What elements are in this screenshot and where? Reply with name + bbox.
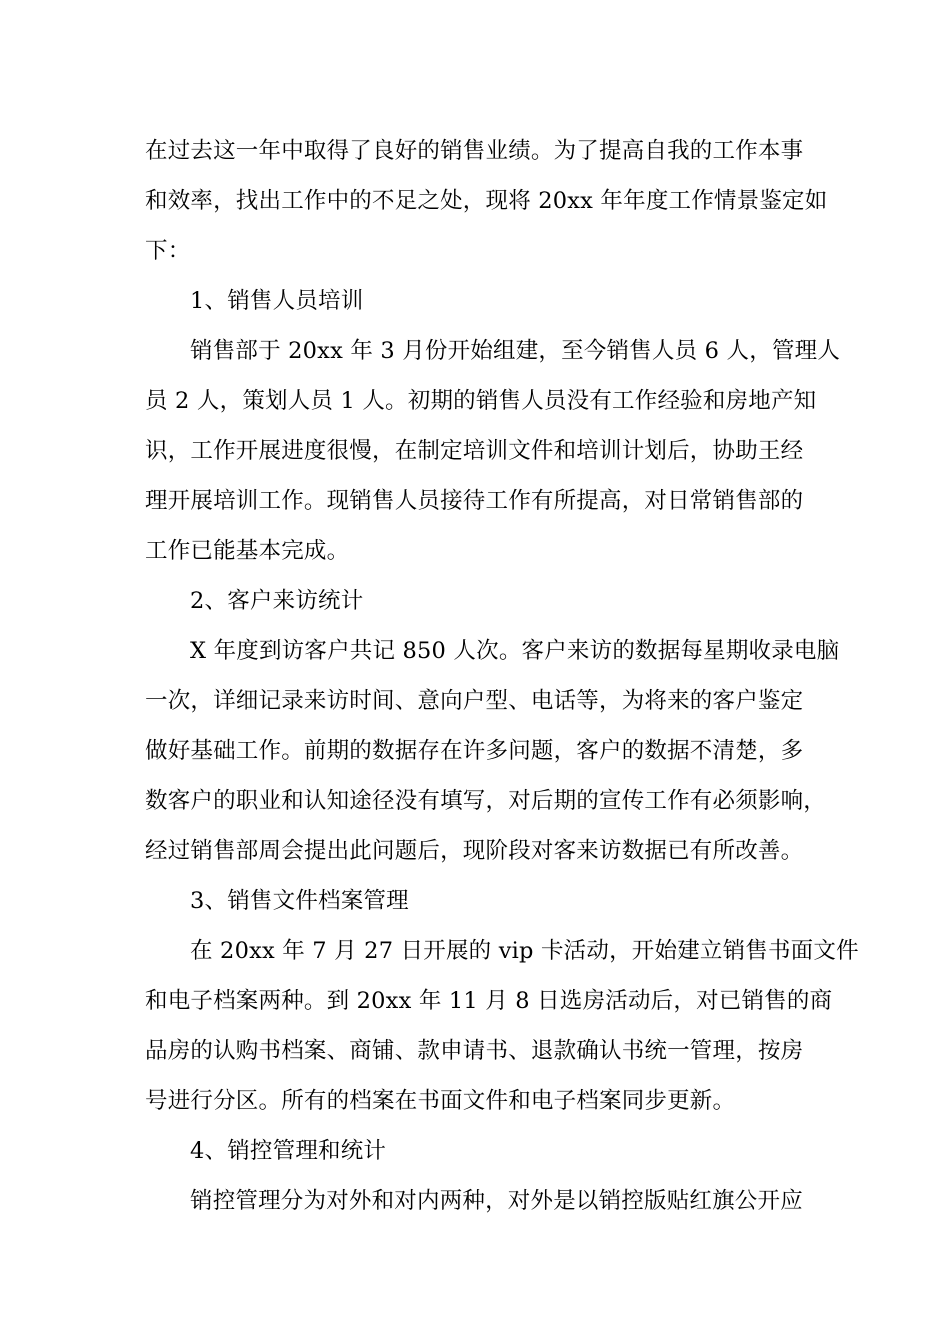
text-line: 号进行分区。所有的档案在书面文件和电子档案同步更新。 bbox=[145, 1088, 736, 1114]
section-heading: 3、销售文件档案管理 bbox=[190, 888, 409, 914]
text-line: 销控管理分为对外和对内两种，对外是以销控版贴红旗公开应 bbox=[190, 1188, 803, 1214]
text-line: 识，工作开展进度很慢，在制定培训文件和培训计划后，协助王经 bbox=[145, 438, 804, 464]
text-line: 在过去这一年中取得了良好的销售业绩。为了提高自我的工作本事 bbox=[145, 138, 804, 164]
text-line: 销售部于 20xx 年 3 月份开始组建，至今销售人员 6 人，管理人 bbox=[190, 338, 841, 364]
text-line: 经过销售部周会提出此问题后，现阶段对客来访数据已有所改善。 bbox=[145, 838, 804, 864]
text-line: 数客户的职业和认知途径没有填写，对后期的宣传工作有必须影响， bbox=[145, 788, 827, 814]
section-heading: 2、客户来访统计 bbox=[190, 588, 364, 614]
text-line: 和效率，找出工作中的不足之处，现将 20xx 年年度工作情景鉴定如 bbox=[145, 188, 828, 214]
text-line: 做好基础工作。前期的数据存在许多问题，客户的数据不清楚，多 bbox=[145, 738, 804, 764]
text-line: 品房的认购书档案、商铺、款申请书、退款确认书统一管理，按房 bbox=[145, 1038, 804, 1064]
section-heading: 1、销售人员培训 bbox=[190, 288, 364, 314]
section-heading: 4、销控管理和统计 bbox=[190, 1138, 387, 1164]
text-line: 员 2 人，策划人员 1 人。初期的销售人员没有工作经验和房地产知 bbox=[145, 388, 817, 414]
text-line: 在 20xx 年 7 月 27 日开展的 vip 卡活动，开始建立销售书面文件 bbox=[190, 938, 859, 964]
text-line: 和电子档案两种。到 20xx 年 11 月 8 日选房活动后，对已销售的商 bbox=[145, 988, 833, 1014]
text-line: 下： bbox=[145, 238, 191, 264]
text-line: 工作已能基本完成。 bbox=[145, 538, 350, 564]
text-line: X 年度到访客户共记 850 人次。客户来访的数据每星期收录电脑 bbox=[190, 638, 840, 664]
text-line: 理开展培训工作。现销售人员接待工作有所提高，对日常销售部的 bbox=[145, 488, 804, 514]
text-line: 一次，详细记录来访时间、意向户型、电话等，为将来的客户鉴定 bbox=[145, 688, 804, 714]
